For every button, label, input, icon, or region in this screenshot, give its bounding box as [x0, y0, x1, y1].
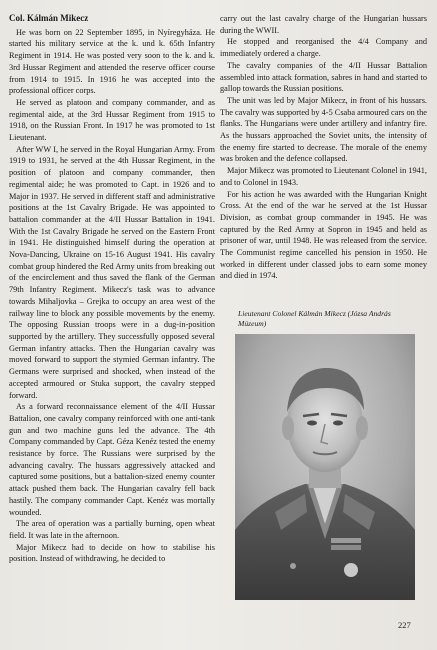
- left-column: [9, 13, 215, 565]
- paragraph: The unit was led by Major Mikecz, in front of his hussars. The cavalry was supported by 4-5 Csaba armoured cars on the flanks. The Hungarians were under artillery and infantry fire. As the hussars approached the Soviet units, the intensity of the enemy fire started to decrease. The morale of the enemy was broken and the defence collapsed.: [220, 95, 427, 164]
- article-title: Col. Kálmán Mikecz: [9, 13, 89, 23]
- paragraph: He stopped and reorganised the 4/4 Company and immediately ordered a charge.: [220, 37, 427, 59]
- portrait-illustration: [235, 334, 415, 600]
- paragraph: The area of operation was a partially burning, open wheat field. It was late in the afternoon.: [9, 519, 215, 540]
- paragraph: As a forward reconnaissance element of the 4/II Hussar Battalion, one cavalry company reinforced with one anti-tank gun and two machine guns led the advance. The 4th Company commanded by Capt. Géza Kenéz tested the enemy resistance by force. The Russians were surprised by the advancing cavalry. The hussars aggressively attacked and captured some positions, but a battalion-sized enemy counter attack pushed them back. The Hungarian cavalry fell back hastily. The company commander Capt. Kenéz was mortally wounded.: [9, 402, 215, 517]
- right-column: [220, 13, 427, 282]
- paragraph: After WW I, he served in the Royal Hungarian Army. From 1919 to 1931, he served at the 4th Hussar Regiment, in the position of platoon and company commander, then regimental aide; he was promoted to Capt. in 1926 and to Major in 1937. He served in different staff and administrative positions at the 1st Cavalry Brigade. He was appointed to battalion commander at the 4/II Hussar Battalion in 1941. With the 1st Cavalry Brigade he served on the Eastern Front in 1941. He distinguished himself during the operation at Nova-Dancing, Ukraine on 15-16 August 1941. His cavalry combat group hindered the Red Army units from breaking out of the encirclement and thus saved the flank of the German 79th Infantry Regiment. Mikecz's task was to advance towards Mihaljovka – Grejka to occupy an area west of the railway line to block any possible movements by the enemy. The opposing Russian troops were in a dug-in-position supported by the artillery. They successfully opposed several German infantry attacks. Then the Hungarian cavalry was moved forward to support the stymied German infantry. The Germans were surprised and shocked, when instead of the accepted armoured or Stuka support, the cavalry stepped forward.: [9, 144, 215, 400]
- paragraph: carry out the last cavalry charge of the Hungarian hussars during the WWII.: [220, 14, 427, 35]
- paragraph: Major Mikecz had to decide on how to stabilise his position. Instead of withdrawing, he decided to: [9, 542, 215, 564]
- portrait-photo: [235, 334, 415, 600]
- paragraph: He was born on 22 September 1895, in Nyíregyháza. He started his military service at the k. und k. 65th Infantry Regiment in 1914. He was posted very soon to the k. and k. 3rd Hussar Regiment and attended the reserve officer course from 1914 to 1915. In 1916 he was accepted into the professional officer corps.: [9, 27, 215, 96]
- paragraph: The cavalry companies of the 4/II Hussar Battalion assembled into attack formation, sabres in hand and started to gallop towards the Russian positions.: [220, 60, 427, 94]
- photo-caption: Lieutenant Colonel Kálmán Mikecz (Józsa András Múzeum): [238, 309, 391, 328]
- paragraph: He served as platoon and company commander, and as regimental aide, at the 3rd Hussar Regiment from 1915 to 1918, on the Russian Front. In 1917 he was promoted to 1st Lieutenant.: [9, 97, 215, 143]
- paragraph: Major Mikecz was promoted to Lieutenant Colonel in 1941, and to Colonel in 1943.: [220, 166, 427, 187]
- paragraph: For his action he was awarded with the Hungarian Knight Cross. At the end of the war he served at the 1st Hussar Division, as combat group commander in 1945. He was captured by the Red Army at Sopron in 1945 and held as prisoner of war, until 1948. He was released from the service. The Communist regime cancelled his pension in 1950. He worked in different under classed jobs to earn some money and died in 1974.: [220, 189, 427, 281]
- page-number: 227: [398, 620, 411, 630]
